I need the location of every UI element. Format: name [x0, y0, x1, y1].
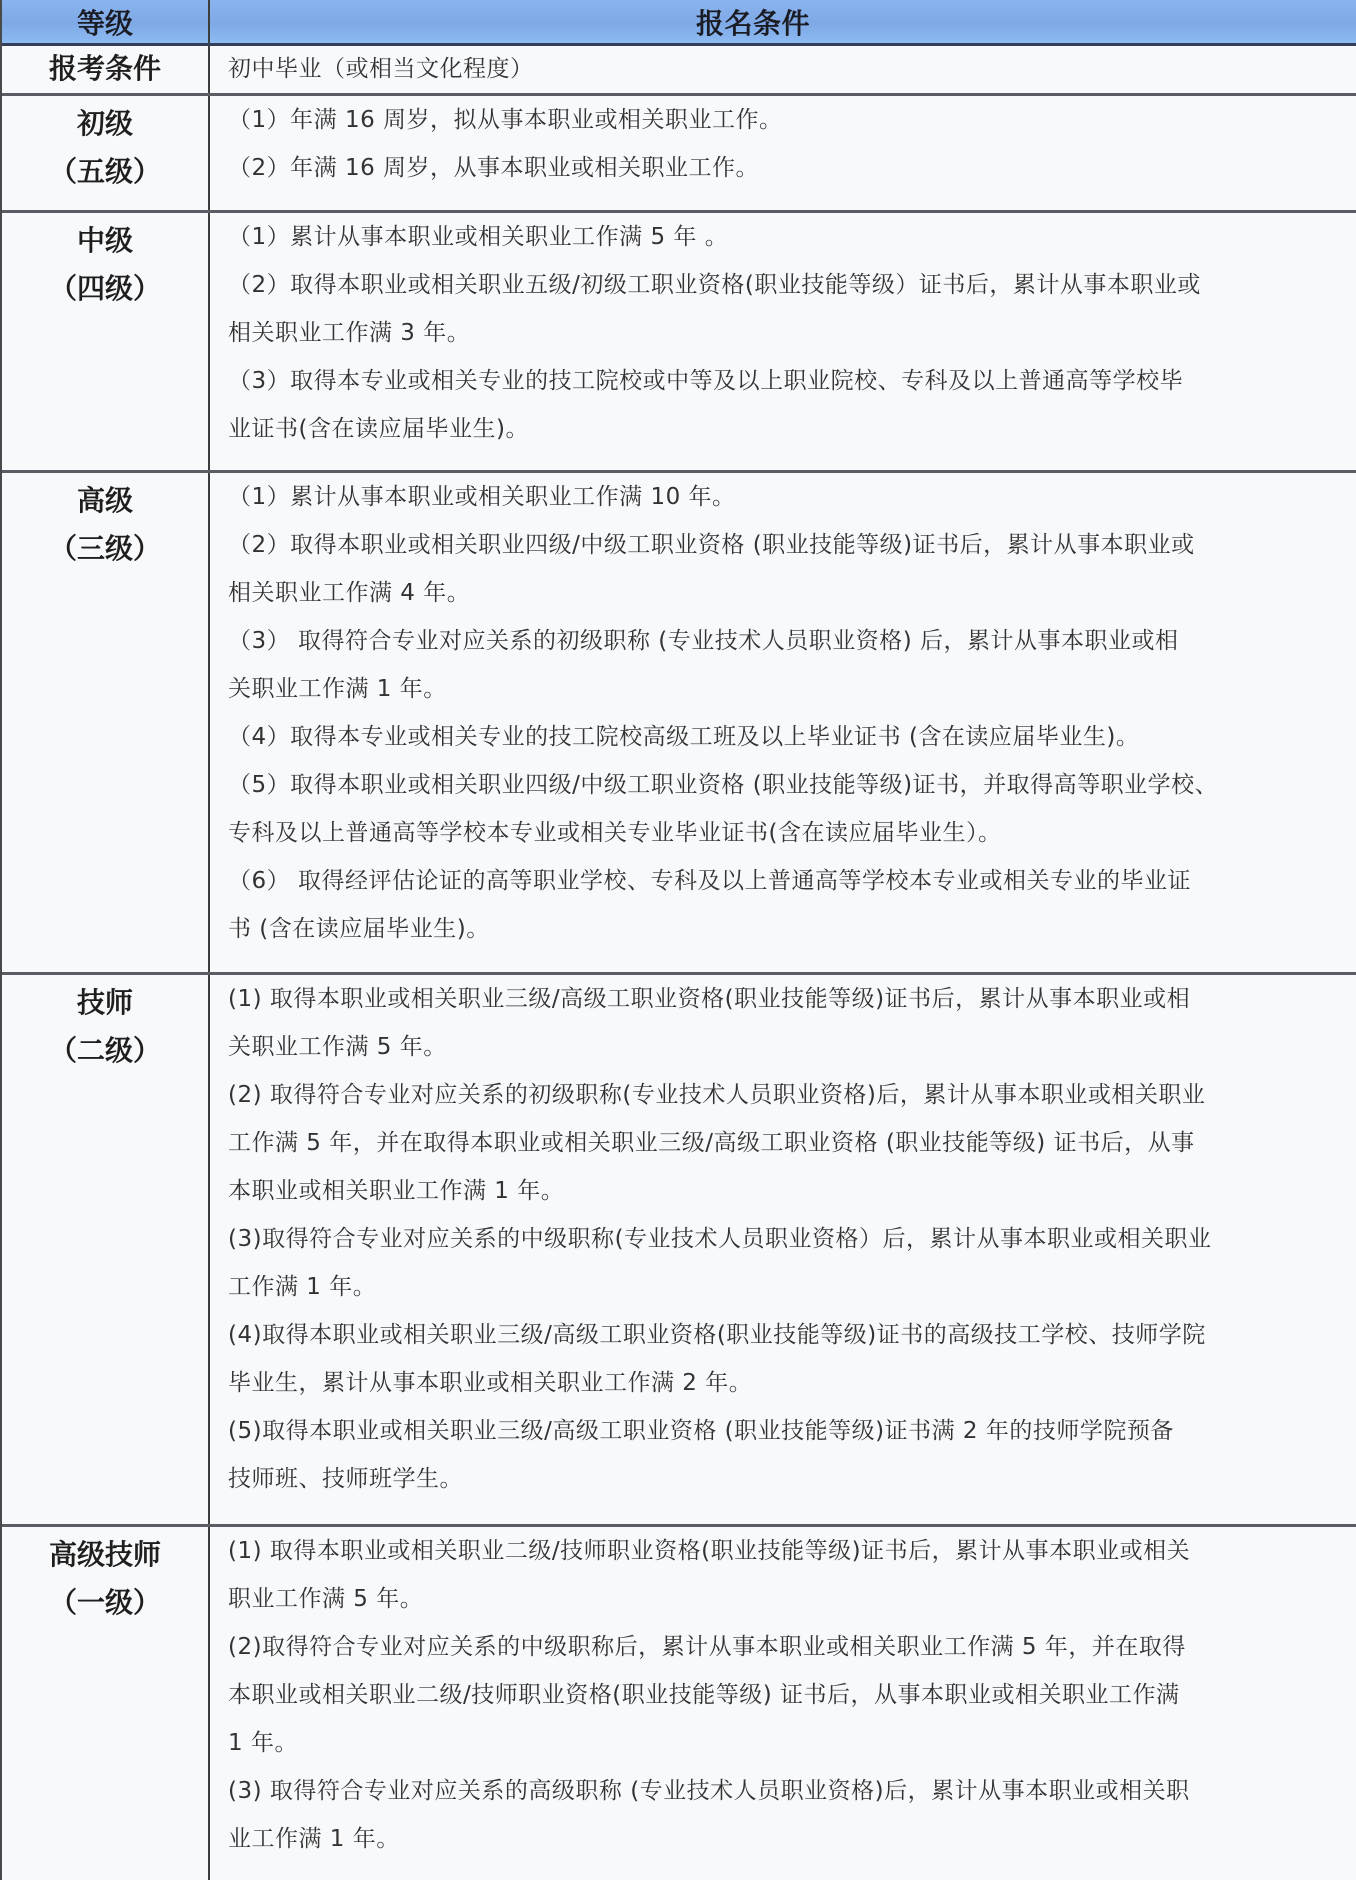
condition-line: 本职业或相关职业工作满 1 年。	[228, 1178, 565, 1204]
table-row-level-5	[2, 96, 1356, 213]
level-name: 技师	[76, 986, 133, 1019]
condition-line: (2)取得符合专业对应关系的中级职称后，累计从事本职业或相关职业工作满 5 年，并在取得	[228, 1634, 1186, 1660]
condition-line: （3）取得本专业或相关专业的技工院校或中等及以上职业院校、专科及以上普通高等学校毕	[228, 368, 1184, 394]
condition-line: （2）取得本职业或相关职业五级/初级工职业资格(职业技能等级）证书后，累计从事本职业或	[228, 272, 1201, 298]
basic-label: 报考条件	[2, 46, 210, 93]
condition-line: 工作满 5 年，并在取得本职业或相关职业三级/高级工职业资格 (职业技能等级) 证书后，从事	[228, 1130, 1195, 1156]
condition-line: 业证书(含在读应届毕业生)。	[228, 416, 529, 442]
level-cell	[2, 975, 210, 1524]
condition-line: （3） 取得符合专业对应关系的初级职称 (专业技术人员职业资格) 后，累计从事本职业或相	[228, 628, 1179, 654]
table-row-level-2	[2, 975, 1356, 1527]
condition-line: （2）取得本职业或相关职业四级/中级工职业资格 (职业技能等级)证书后，累计从事本职业或	[228, 532, 1195, 558]
condition-line: (3)取得符合专业对应关系的中级职称(专业技术人员职业资格）后，累计从事本职业或相关职业	[228, 1226, 1212, 1252]
condition-line: （2）年满 16 周岁，从事本职业或相关职业工作。	[228, 155, 760, 181]
level-name: 高级	[76, 484, 133, 517]
header-conditions: 报名条件	[695, 6, 810, 40]
condition-line: （1）累计从事本职业或相关职业工作满 5 年 。	[228, 224, 729, 250]
table-row-level-1	[2, 1527, 1356, 1880]
condition-line: 相关职业工作满 3 年。	[228, 320, 471, 346]
conditions-cell	[210, 1527, 1356, 1880]
header-level: 等级	[2, 0, 210, 43]
condition-line: 技师班、技师班学生。	[228, 1466, 463, 1492]
level-name: 中级	[76, 224, 133, 257]
condition-line: 1 年。	[228, 1730, 298, 1756]
table-header	[2, 0, 1356, 46]
conditions-cell	[210, 96, 1356, 210]
level-grade: （一级）	[48, 1586, 161, 1619]
level-name: 初级	[76, 107, 133, 140]
level-grade: （三级）	[48, 532, 161, 565]
condition-line: （5）取得本职业或相关职业四级/中级工职业资格 (职业技能等级)证书，并取得高等职业学校、	[228, 772, 1219, 798]
level-cell	[2, 1527, 210, 1880]
table-row-level-4	[2, 213, 1356, 473]
level-cell	[2, 473, 210, 972]
condition-line: 工作满 1 年。	[228, 1274, 377, 1300]
level-cell	[2, 213, 210, 470]
table-row-level-3	[2, 473, 1356, 975]
condition-line: 业工作满 1 年。	[228, 1826, 400, 1852]
condition-line: （4）取得本专业或相关专业的技工院校高级工班及以上毕业证书 (含在读应届毕业生)。	[228, 724, 1140, 750]
level-grade: （五级）	[48, 155, 161, 188]
condition-line: 本职业或相关职业二级/技师职业资格(职业技能等级) 证书后，从事本职业或相关职业工作满	[228, 1682, 1180, 1708]
basic-value: 初中毕业（或相当文化程度）	[228, 56, 534, 82]
condition-line: 关职业工作满 1 年。	[228, 676, 447, 702]
level-cell	[2, 96, 210, 210]
condition-line: 专科及以上普通高等学校本专业或相关专业毕业证书(含在读应届毕业生）。	[228, 820, 1002, 846]
conditions-cell	[210, 473, 1356, 972]
condition-line: (5)取得本职业或相关职业三级/高级工职业资格 (职业技能等级)证书满 2 年的技师学院预备	[228, 1418, 1174, 1444]
table-row-basic	[2, 46, 1356, 96]
conditions-cell	[210, 213, 1356, 470]
condition-line: 书 (含在读应届毕业生)。	[228, 916, 490, 942]
condition-line: 相关职业工作满 4 年。	[228, 580, 471, 606]
condition-line: 毕业生，累计从事本职业或相关职业工作满 2 年。	[228, 1370, 753, 1396]
level-grade: （四级）	[48, 272, 161, 305]
condition-line: (1) 取得本职业或相关职业三级/高级工职业资格(职业技能等级)证书后，累计从事本职业或相	[228, 986, 1191, 1012]
condition-line: (2) 取得符合专业对应关系的初级职称(专业技术人员职业资格)后，累计从事本职业或相关职业	[228, 1082, 1206, 1108]
condition-line: （6） 取得经评估论证的高等职业学校、专科及以上普通高等学校本专业或相关专业的毕业证	[228, 868, 1191, 894]
condition-line: 职业工作满 5 年。	[228, 1586, 424, 1612]
condition-line: （1）年满 16 周岁，拟从事本职业或相关职业工作。	[228, 107, 783, 133]
conditions-cell	[210, 975, 1356, 1524]
condition-line: （1）累计从事本职业或相关职业工作满 10 年。	[228, 484, 736, 510]
condition-line: (1) 取得本职业或相关职业二级/技师职业资格(职业技能等级)证书后，累计从事本职业或相关	[228, 1538, 1191, 1564]
level-name: 高级技师	[48, 1538, 161, 1571]
condition-line: 关职业工作满 5 年。	[228, 1034, 447, 1060]
level-grade: （二级）	[48, 1034, 161, 1067]
condition-line: (4)取得本职业或相关职业三级/高级工职业资格(职业技能等级)证书的高级技工学校、技师学院	[228, 1322, 1206, 1348]
condition-line: (3) 取得符合专业对应关系的高级职称 (专业技术人员职业资格)后，累计从事本职业或相关职	[228, 1778, 1190, 1804]
